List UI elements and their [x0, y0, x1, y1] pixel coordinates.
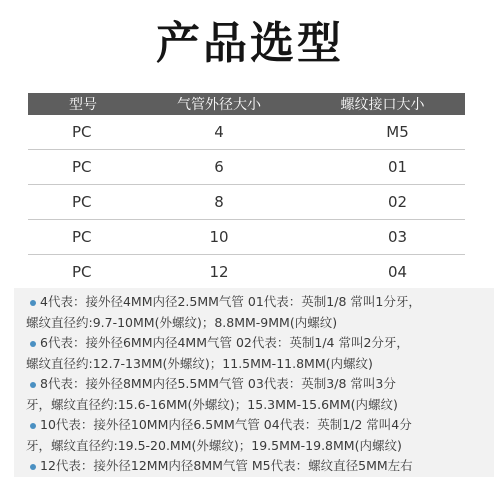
note-line: 4代表：接外径4MM内径2.5MM气管 01代表：英制1/8 常叫1分牙，	[40, 294, 421, 309]
note-line: 10代表：接外径10MM内径6.5MM气管 04代表：英制1/2 常叫4分	[40, 417, 412, 432]
table-row	[28, 150, 465, 185]
note-line: 螺纹直径约:9.7-10MM(外螺纹)；8.8MM-9MM(内螺纹)	[26, 314, 338, 330]
table-row	[28, 255, 465, 290]
cell-thread-size: 01	[300, 150, 465, 185]
cell-tube-size: 4	[138, 115, 300, 150]
spec-table	[28, 93, 465, 290]
cell-tube-size: 8	[138, 185, 300, 220]
note-line: 8代表：接外径8MM内径5.5MM气管 03代表：英制3/8 常叫3分	[40, 376, 396, 391]
list-item	[14, 456, 494, 477]
cell-tube-size: 6	[138, 150, 300, 185]
list-item	[14, 415, 494, 456]
header-model: 型号	[28, 93, 138, 115]
header-tube-size: 气管外径大小	[138, 93, 300, 115]
list-item	[14, 292, 494, 333]
table-row	[28, 115, 465, 150]
note-line: 牙，螺纹直径约:19.5-20.MM(外螺纹)；19.5MM-19.8MM(内螺纹)	[26, 437, 402, 453]
note-line: 螺纹直径约:12.7-13MM(外螺纹)；11.5MM-11.8MM(内螺纹)	[26, 355, 373, 371]
bullet-dot-icon	[30, 423, 36, 429]
cell-thread-size: 02	[300, 185, 465, 220]
note-line: 12代表：接外径12MM内径8MM气管 M5代表：螺纹直径5MM左右	[40, 458, 413, 473]
cell-thread-size: 04	[300, 255, 465, 290]
cell-model: PC	[28, 220, 138, 255]
cell-model: PC	[28, 185, 138, 220]
bullet-dot-icon	[30, 382, 36, 388]
bullet-dot-icon	[30, 300, 36, 306]
cell-tube-size: 12	[138, 255, 300, 290]
note-line: 牙，螺纹直径约:15.6-16MM(外螺纹)；15.3MM-15.6MM(内螺纹)	[26, 396, 398, 412]
header-thread-size: 螺纹接口大小	[300, 93, 465, 115]
table-header-row	[28, 93, 465, 115]
table-row	[28, 220, 465, 255]
list-item	[14, 333, 494, 374]
spec-notes	[14, 288, 494, 477]
table-row	[28, 185, 465, 220]
cell-model: PC	[28, 255, 138, 290]
bullet-dot-icon	[30, 341, 36, 347]
page-title: 产品选型	[156, 18, 344, 69]
bullet-dot-icon	[30, 464, 36, 470]
cell-model: PC	[28, 115, 138, 150]
cell-model: PC	[28, 150, 138, 185]
list-item	[14, 374, 494, 415]
cell-thread-size: M5	[300, 115, 465, 150]
cell-thread-size: 03	[300, 220, 465, 255]
note-line: 6代表：接外径6MM内径4MM气管 02代表：英制1/4 常叫2分牙，	[40, 335, 409, 350]
cell-tube-size: 10	[138, 220, 300, 255]
